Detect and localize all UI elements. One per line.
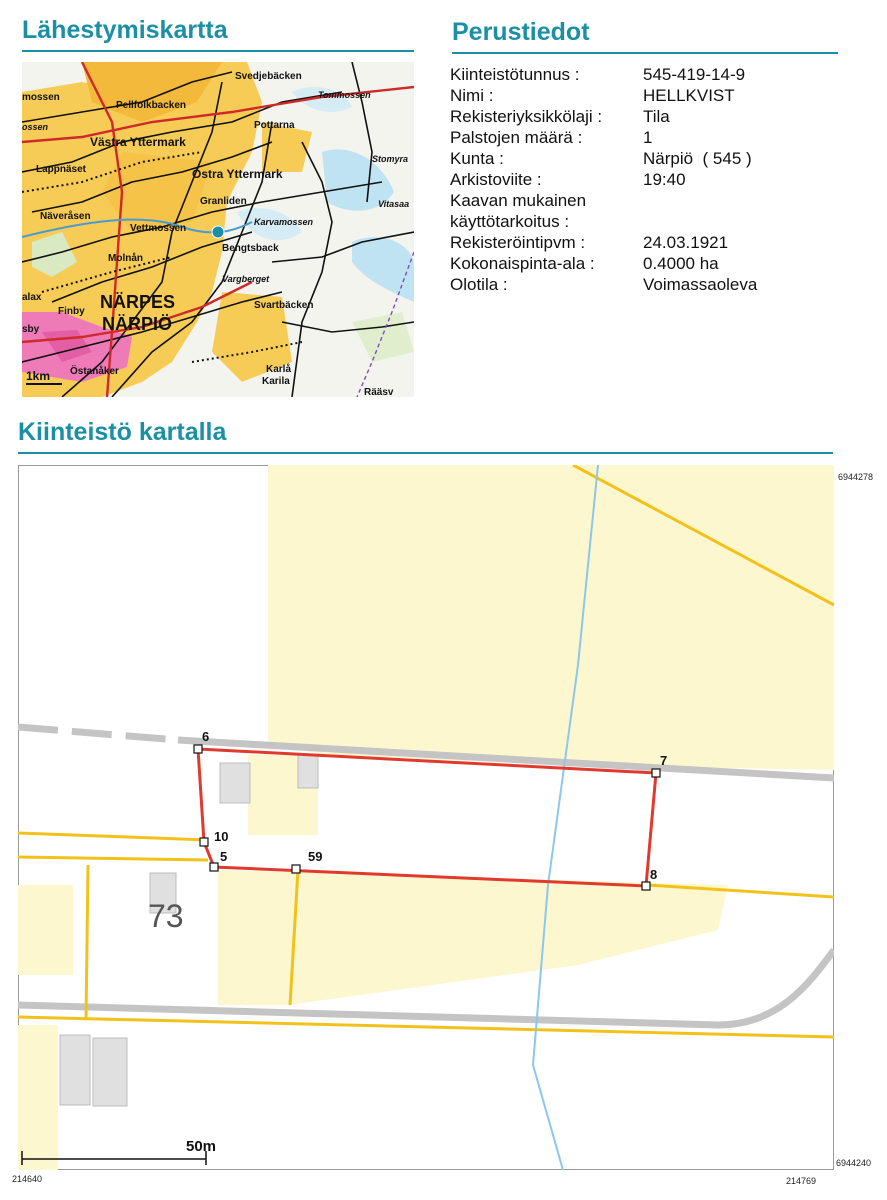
overview-title-rule (22, 50, 414, 52)
info-value: HELLKVIST (643, 86, 735, 105)
info-value: Voimassaoleva (643, 275, 758, 294)
field-area (18, 1025, 58, 1170)
info-row (450, 253, 850, 274)
place-karla: Karlå (266, 364, 292, 375)
boundary-marker[interactable] (642, 882, 650, 890)
coord-bottom-left: 214640 (12, 1174, 43, 1184)
place-karvamossen: Karvamossen (254, 217, 314, 227)
info-label: Olotila : (450, 275, 508, 294)
point-label: 59 (308, 849, 323, 864)
place-vitasaa: Vitasaa (378, 199, 410, 209)
place-molnan: Molnån (108, 253, 143, 264)
building (220, 763, 250, 803)
boundary-marker[interactable] (292, 865, 300, 873)
place-stomyra: Stomyra (372, 154, 409, 164)
info-row (450, 85, 850, 106)
building (298, 755, 318, 788)
info-row (450, 64, 850, 85)
coord-top-right: 6944278 (838, 472, 874, 482)
info-row (450, 169, 850, 190)
info-label: Kaavan mukainen (450, 191, 587, 210)
info-label: Palstojen määrä : (450, 128, 583, 147)
place-ossen: ossen (22, 122, 49, 132)
info-value: 1 (643, 128, 653, 147)
place-narpio: NÄRPIÖ (102, 314, 173, 334)
place-svedjebacken: Svedjebäcken (235, 71, 302, 82)
info-value: 19:40 (643, 170, 686, 189)
building (60, 1035, 90, 1105)
place-vargberget: Vargberget (222, 274, 270, 284)
boundary-marker[interactable] (210, 863, 218, 871)
place-alax: alax (22, 292, 42, 303)
info-title-rule (452, 52, 838, 54)
info-label: käyttötarkoitus : (450, 212, 570, 231)
info-value: Tila (643, 107, 670, 126)
place-karila: Karila (262, 376, 290, 387)
place-naverasen: Näveråsen (40, 211, 91, 222)
info-value (643, 211, 850, 232)
place-lappnaset: Lappnäset (36, 164, 87, 175)
place-vettmossen: Vettmossen (130, 223, 187, 234)
point-label: 5 (220, 849, 228, 864)
overview-map[interactable] (22, 62, 414, 397)
point-label: 7 (660, 753, 668, 768)
boundary-marker[interactable] (652, 769, 660, 777)
building (93, 1038, 127, 1106)
info-value: 545-419-14-9 (643, 65, 746, 84)
place-ostra-yttermark: Östra Yttermark (192, 167, 283, 181)
boundary-marker[interactable] (200, 838, 208, 846)
place-svartbacken: Svartbäcken (254, 300, 314, 311)
place-mossen: mossen (22, 92, 60, 103)
info-row (450, 127, 850, 148)
point-label: 8 (650, 867, 658, 882)
place-sby: sby (22, 324, 40, 335)
field-area (18, 885, 73, 975)
info-label: Kunta : (450, 149, 504, 168)
parcel-title-rule (18, 452, 833, 454)
overview-map-title: Lähestymiskartta (22, 16, 228, 44)
info-row (450, 232, 850, 253)
info-title: Perustiedot (452, 18, 590, 46)
place-granliden: Granliden (200, 196, 247, 207)
info-row (450, 106, 850, 127)
info-label: Kokonaispinta-ala : (450, 254, 595, 273)
point-label: 10 (214, 829, 229, 844)
info-row (450, 190, 850, 211)
info-label: Kiinteistötunnus : (450, 65, 580, 84)
info-label: Rekisteriyksikkölaji : (450, 107, 603, 126)
point-label: 6 (202, 729, 210, 744)
overview-scale-label: 1km (26, 369, 51, 383)
info-value: Närpiö ( 545 ) (643, 149, 752, 168)
field-area (268, 465, 834, 770)
info-row (450, 211, 850, 232)
info-label: Nimi : (450, 86, 494, 105)
place-narpes: NÄRPES (100, 292, 176, 312)
place-finby: Finby (58, 306, 85, 317)
coord-bottom-right: 6944240 (836, 1158, 872, 1168)
place-pellfolkbacken: Pellfolkbacken (116, 100, 187, 111)
scale-label: 50m (186, 1138, 217, 1155)
road-yellow (86, 865, 88, 1020)
info-table (450, 64, 850, 295)
parcel-map[interactable] (18, 465, 834, 1170)
info-value: 0.4000 ha (643, 254, 719, 273)
place-vastra-yttermark: Västra Yttermark (90, 135, 186, 149)
place-ostanaker: Östanåker (70, 366, 119, 377)
boundary-marker[interactable] (194, 745, 202, 753)
place-bengtsback: Bengtsback (222, 243, 279, 254)
place-raasv: Rääsv (364, 387, 394, 397)
place-tommossen: Tommossen (318, 90, 371, 100)
info-label: Arkistoviite : (450, 170, 542, 189)
parcel-map-title: Kiinteistö kartalla (18, 418, 227, 446)
info-row (450, 148, 850, 169)
place-pottarna: Pottarna (254, 120, 295, 131)
info-label: Rekisteröintipvm : (450, 233, 586, 252)
coord-bottom-mid: 214769 (786, 1176, 817, 1186)
info-value (586, 190, 850, 211)
info-value: 24.03.1921 (643, 233, 729, 252)
block-number: 73 (148, 898, 184, 934)
info-row (450, 274, 850, 295)
